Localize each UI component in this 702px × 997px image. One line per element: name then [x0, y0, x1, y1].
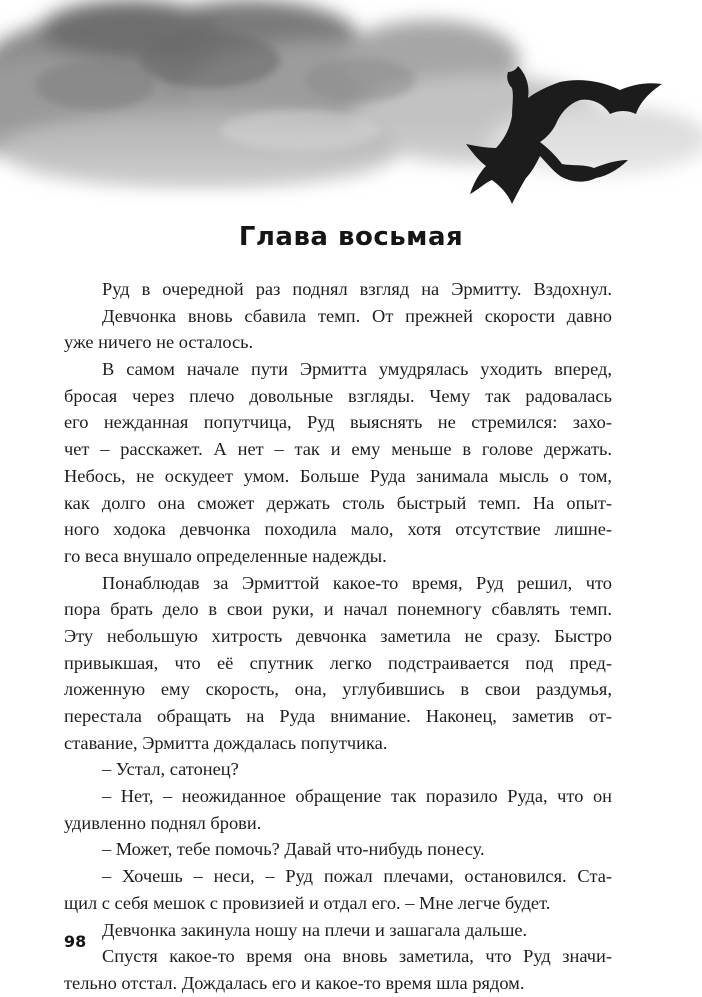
text-line: Руд в очередной раз поднял взгляд на Эрмитту. Вздохнул.	[102, 279, 612, 299]
chapter-title: Глава восьмая	[238, 222, 464, 252]
text-line: бросая через плечо довольные взгляды. Чему так радовалась	[64, 385, 612, 406]
text-line: Понаблюдав за Эрмиттой какое-то время, Руд решил, что	[102, 572, 612, 593]
text-line: Эту небольшую хитрость девчонка заметила не сразу. Быстро	[64, 625, 612, 646]
text-line: удивленно поднял брови.	[64, 812, 262, 833]
text-line: ложенную ему скорость, она, углубившись в свои раздумья,	[64, 679, 612, 700]
page-number: 98	[64, 932, 87, 951]
text-line: – Может, тебе помочь? Давай что-нибудь понесу.	[102, 839, 485, 860]
text-line: щил с себя мешок с провизией и отдал его. – Мне легче будет.	[64, 892, 551, 913]
clouds-illustration	[0, 0, 702, 215]
text-line: ного ходока девчонка походила мало, хотя отсутствие лишне-	[64, 519, 612, 540]
text-line: Спустя какое-то время она вновь заметила, что Руд значи-	[102, 946, 612, 967]
text-line: – Хочешь – неси, – Руд пожал плечами, остановился. Ста-	[102, 866, 612, 887]
text-line: перестала обращать на Руда внимание. Наконец, заметив от-	[64, 706, 612, 726]
text-line: Небось, не оскудеет умом. Больше Руда занимала мысль о том,	[64, 465, 612, 486]
text-line: уже ничего не осталось.	[64, 332, 254, 353]
text-line: его нежданная попутчица, Руд выяснять не стремился: захо-	[64, 412, 612, 433]
text-line: – Устал, сатонец?	[102, 759, 239, 780]
text-line: – Нет, – неожиданное обращение так поразило Руда, что он	[102, 786, 612, 807]
text-line: пора брать дело в свои руки, и начал понемногу сбавлять темп.	[64, 599, 612, 620]
header-illustration	[0, 0, 702, 215]
text-line: привыкшая, что её спутник легко подстраивается под пред-	[64, 652, 612, 673]
text-line: ставание, Эрмитта дождалась попутчика.	[64, 732, 388, 753]
text-line: Девчонка закинула ношу на плечи и зашагала дальше.	[102, 919, 528, 940]
body-text	[64, 276, 612, 997]
text-line: го веса внушало определенные надежды.	[64, 545, 387, 566]
text-line: В самом начале пути Эрмитта умудрялась уходить вперед,	[102, 359, 612, 380]
text-line: тельно отстал. Дождалась его и какое-то время шла рядом.	[64, 972, 525, 993]
text-line: чет – расскажет. А нет – так и ему меньше в голове держать.	[64, 439, 612, 460]
text-line: как долго она сможет держать столь быстрый темп. На опыт-	[64, 492, 612, 513]
text-line: Девчонка вновь сбавила темп. От прежней скорости давно	[102, 305, 612, 326]
